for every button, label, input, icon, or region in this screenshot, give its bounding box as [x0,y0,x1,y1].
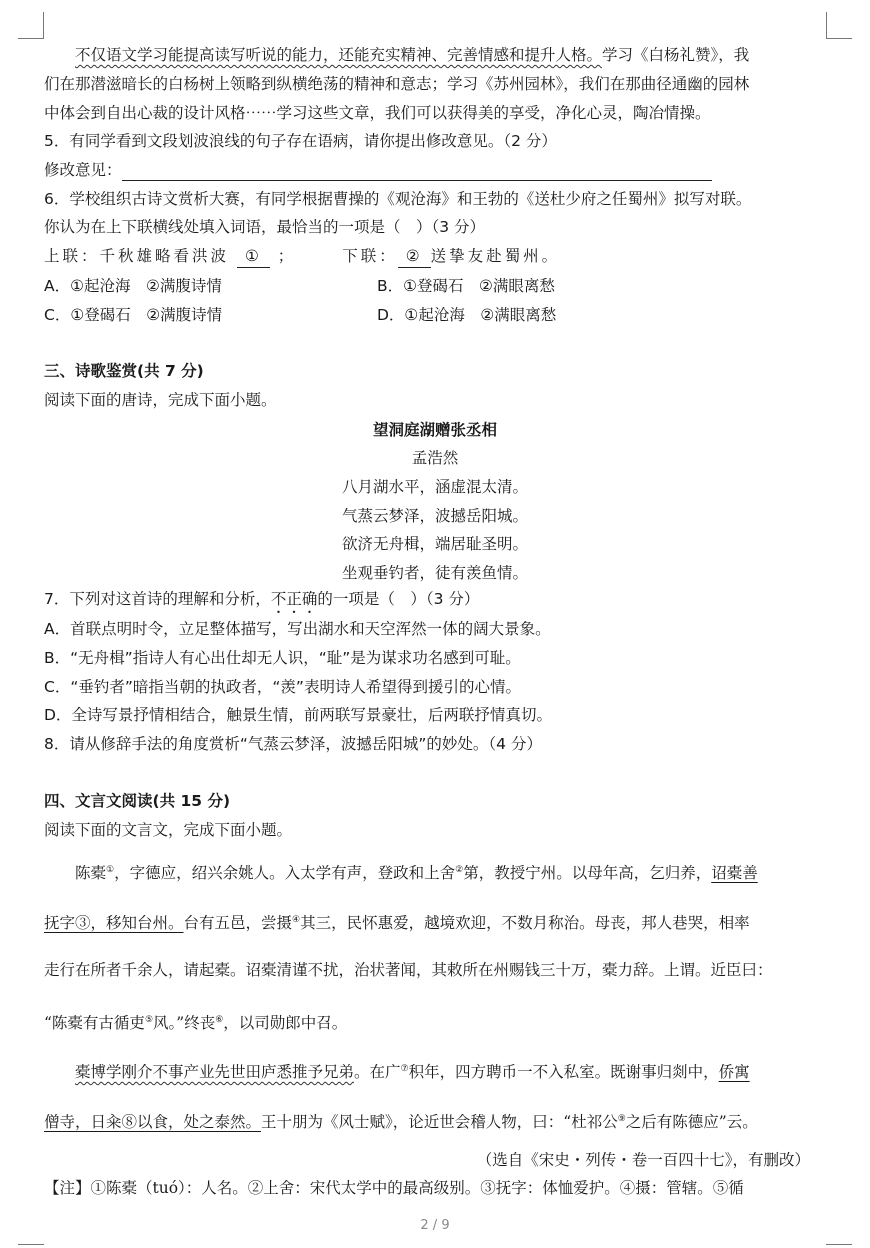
q6-option-d[interactable]: D．①起沧海 ②满眼离愁 [377,306,557,324]
q7-option-c[interactable]: C．“垂钓者”暗指当朝的执政者，“羡”表明诗人希望得到援引的心情。 [44,678,521,696]
poem-line-1: 八月湖水平，涵虚混太清。 [341,478,528,496]
upper-couplet: 上联：千秋雄略看洪波 [44,247,230,265]
poem-author: 孟浩然 [411,449,459,467]
section-4-heading: 四、文言文阅读(共 15 分) [44,792,231,810]
section-3-heading: 三、诗歌鉴赏(共 7 分) [44,362,204,380]
poem-line-4: 坐观垂钓者，徒有羡鱼情。 [341,564,528,582]
question-8: 8．请从修辞手法的角度赏析“气蒸云梦泽，波撼岳阳城”的妙处。（4 分） [44,735,542,753]
classical-p1-line-4: “陈橐有古循吏⑤风。”终丧⑥，以司勋郎中召。 [44,1014,348,1033]
answer-blank[interactable] [122,164,712,181]
blank-2: ② [398,245,431,268]
crop-mark [826,1244,852,1245]
question-6-line-1: 6．学校组织古诗文赏析大赛，有同学根据曹操的《观沧海》和王勃的《送杜少府之任蜀州》拟写对联。 [44,190,752,208]
poem-title: 望洞庭湖赠张丞相 [372,420,497,439]
question-7: 7．下列对这首诗的理解和分析，不正确的一项是（ ）（3 分） [44,590,480,608]
underlined-sentence: 侨寓 [718,1063,750,1082]
underlined-sentence: 僧寺，日籴⑧以食，处之泰然。 [44,1113,262,1132]
underlined-sentence: 诏橐善 [711,864,758,883]
classical-p1-line-1: 陈橐①，字德应，绍兴余姚人。入太学有声，登政和上舍②第，教授宁州。以母年高，乞归养，诏橐善 [75,864,758,883]
section-4-intro: 阅读下面的文言文，完成下面小题。 [44,821,293,839]
annotation-notes: 【注】①陈橐（tuó）：人名。②上舍：宋代太学中的最高级别。③抚字：体恤爱护。④摄：管辖。⑤循 [44,1179,744,1197]
crop-mark [43,12,44,39]
underlined-sentence: 抚字③，移知台州。 [44,914,184,933]
top-paragraph-line-2: 们在那潜滋暗长的白杨树上领略到纵横绝荡的精神和意志；学习《苏州园林》，我们在那曲径通幽的园林 [44,75,750,93]
classical-p2-line-2: 僧寺，日籴⑧以食，处之泰然。王十朋为《风士赋》，论近世会稽人物，曰：“杜祁公⑨之后有陈德应”云。 [44,1113,758,1132]
q7-option-a[interactable]: A．首联点明时令，立足整体描写，写出湖水和天空浑然一体的阔大景象。 [44,620,551,638]
question-5: 5．有同学看到文段划波浪线的句子存在语病，请你提出修改意见。（2 分） [44,132,557,150]
crop-mark [18,1244,44,1245]
couplet: 上联：千秋雄略看洪波 ① ； 下联： ② 送挚友赴蜀州。 [44,245,826,268]
classical-p1-line-3: 走行在所者千余人，请起橐。诏橐清谨不扰，治状著闻，其敕所在州赐钱三十万，橐力辞。上谓。近臣曰： [44,961,773,979]
source-citation: （选自《宋史・列传・卷一百四十七》，有删改） [476,1151,810,1169]
question-6-line-2: 你认为在上下联横线处填入词语，最恰当的一项是（ ）（3 分） [44,218,486,236]
top-paragraph-line-1: 不仅语文学习能提高读写听说的能力，还能充实精神、完善情感和提升人格。学习《白杨礼赞》，我 [75,46,750,64]
section-3-intro: 阅读下面的唐诗，完成下面小题。 [44,391,277,409]
classical-p1-line-2: 抚字③，移知台州。台有五邑，尝摄④其三，民怀惠爱，越境欢迎，不数月称治。母丧，邦人巷哭，相率 [44,914,750,933]
q7-option-d[interactable]: D．全诗写景抒情相结合，触景生情，前两联写景豪壮，后两联抒情真切。 [44,706,552,724]
poem-line-3: 欲济无舟楫，端居耻圣明。 [341,535,528,553]
q5-answer-line: 修改意见： [44,159,826,181]
poem-line-2: 气蒸云梦泽，波撼岳阳城。 [341,507,528,525]
q6-option-b[interactable]: B．①登碣石 ②满眼离愁 [377,277,555,295]
emphasis-not-correct: 不正确 [270,590,318,608]
q6-option-a[interactable]: A．①起沧海 ②满腹诗情 [44,277,222,295]
crop-mark [18,38,44,39]
q7-option-b[interactable]: B．“无舟楫”指诗人有心出仕却无人识，“耻”是为谋求功名感到可耻。 [44,649,521,667]
crop-mark [826,38,852,39]
wavy-sentence: 不仅语文学习能提高读写听说的能力，还能充实精神、完善情感和提升人格。 [75,46,603,64]
classical-p2-line-1: 橐博学刚介不事产业先世田庐悉推予兄弟。在广⑦积年，四方聘币一不入私室。既谢事归剡中，侨寓 [75,1063,750,1082]
wavy-sentence-2: 橐博学刚介不事产业先世田庐悉推予兄弟 [75,1063,355,1082]
blank-1: ① [237,245,270,268]
lower-couplet-label: 下联： [342,247,398,265]
page-number: 2 / 9 [420,1218,450,1233]
crop-mark [826,12,827,39]
top-paragraph-line-3: 中体会到自出心裁的设计风格⋯⋯学习这些文章，我们可以获得美的享受，净化心灵，陶冶情操。 [44,104,711,122]
q6-option-c[interactable]: C．①登碣石 ②满腹诗情 [44,306,223,324]
